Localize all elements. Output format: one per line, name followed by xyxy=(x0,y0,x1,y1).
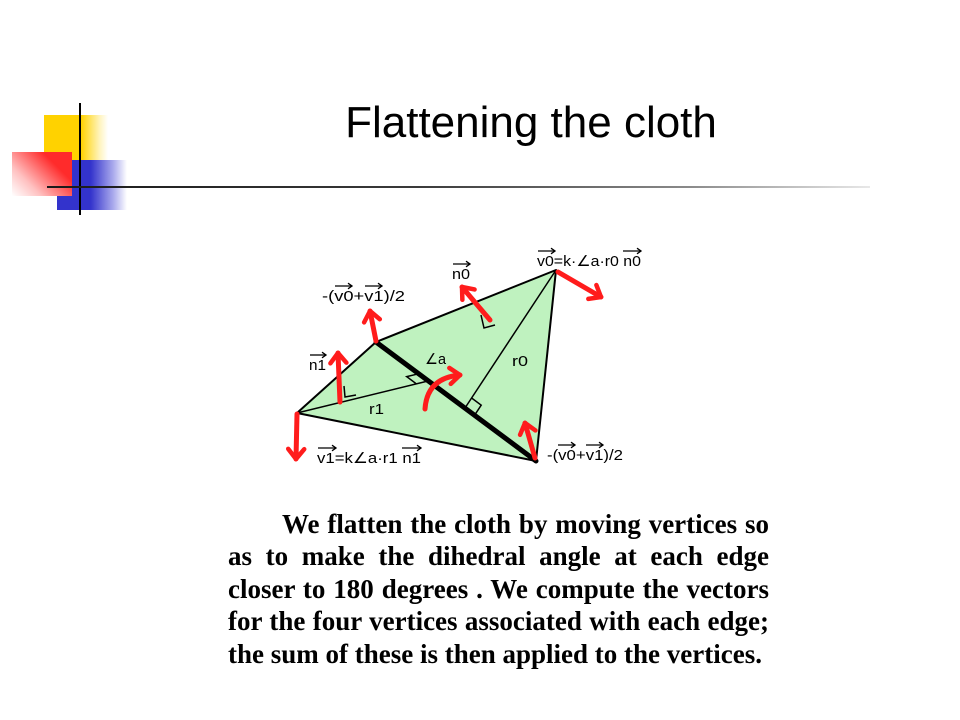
neg-half-sum-lower-label: -(v0+v1)/2 xyxy=(547,447,623,464)
r1-label: r1 xyxy=(369,401,384,418)
v0-update-label: v0=k·∠a·r0 n0 xyxy=(537,253,641,270)
title-underline xyxy=(47,186,870,188)
decor-red-square xyxy=(12,152,72,196)
n1-normal-arrow xyxy=(338,353,340,402)
slide-body-text: We flatten the cloth by moving vertices so as to make the dihedral angle at each edge closer to 180 degrees . We compute the vectors for the four vertices associated with each edge; the sum of these is then applied to the vertices. xyxy=(228,509,769,669)
decor-vertical-line xyxy=(79,103,81,215)
v0-displacement-arrow xyxy=(558,272,601,297)
v1-update-label: v1=k∠a·r1 n1 xyxy=(317,450,421,467)
slide-title: Flattening the cloth xyxy=(345,98,717,147)
r0-label: r0 xyxy=(512,353,528,370)
upper-edge-vertex-arrow xyxy=(370,311,376,341)
neg-half-sum-upper-label: -(v0+v1)/2 xyxy=(322,288,405,305)
v1-displacement-arrow xyxy=(296,414,297,459)
n1-label: n1 xyxy=(309,357,326,374)
cloth-flattening-diagram xyxy=(280,240,660,475)
n0-label: n0 xyxy=(452,266,470,283)
angle-a-label: ∠a xyxy=(425,351,447,368)
